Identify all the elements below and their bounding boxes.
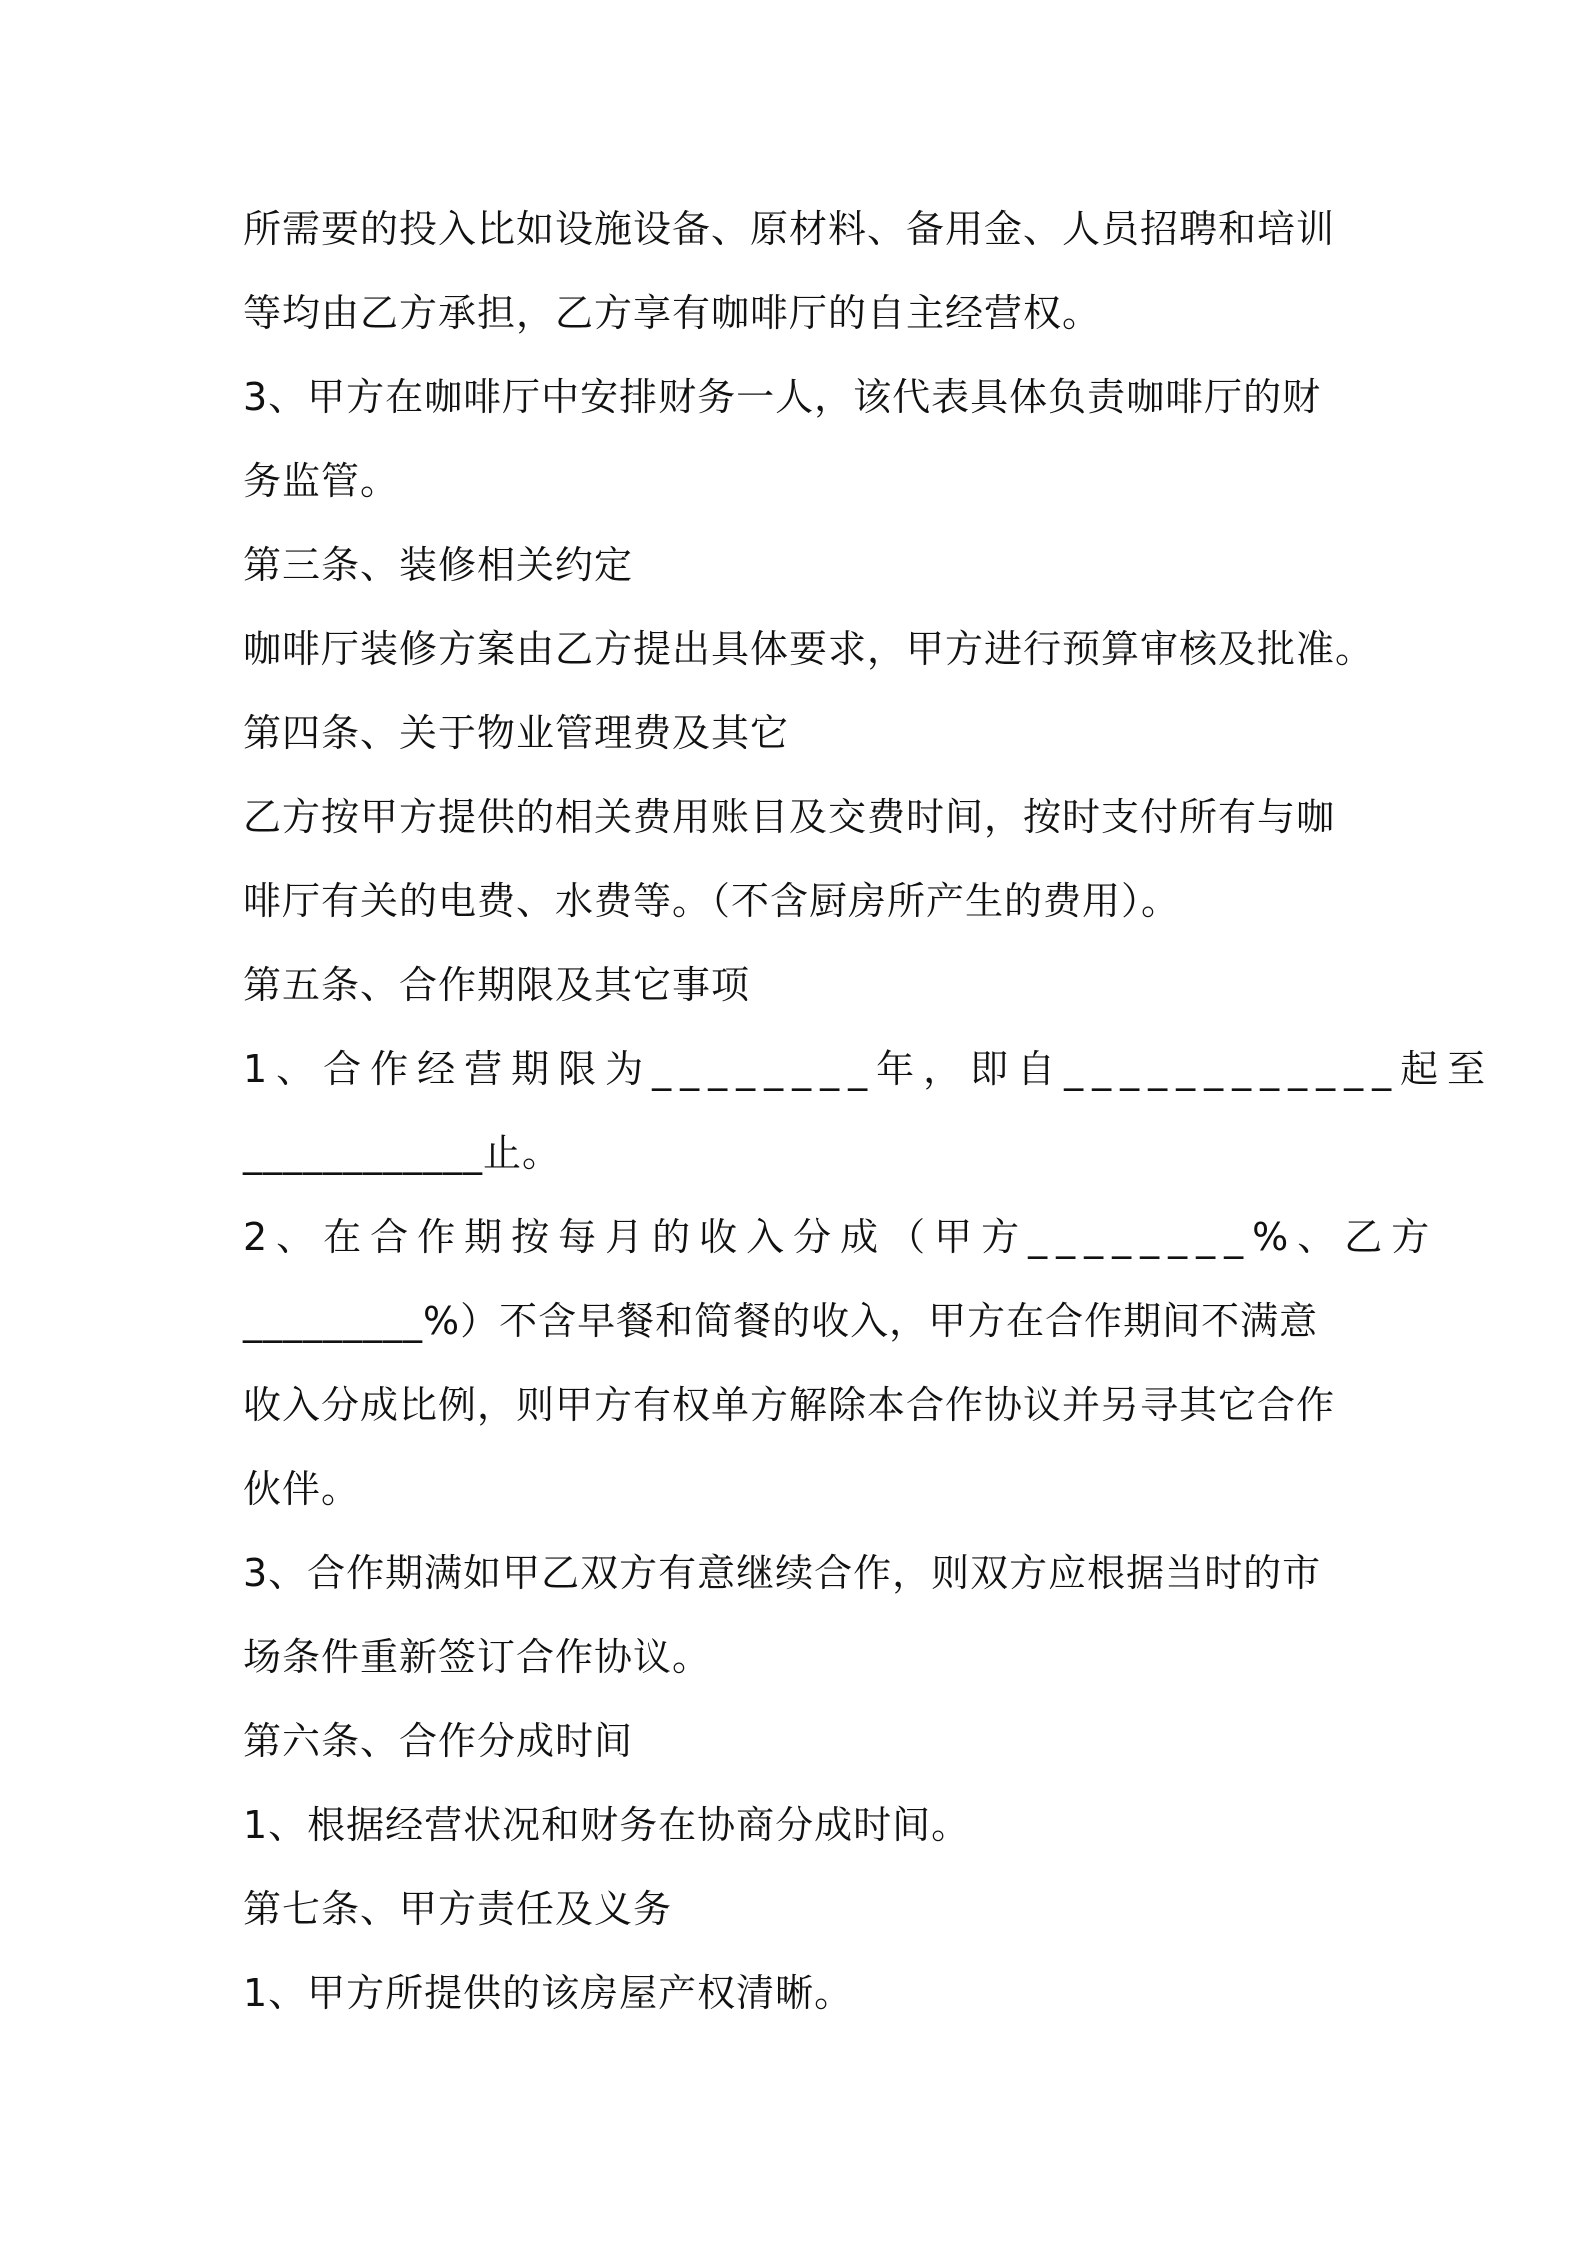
text-line: 3、合作期满如甲乙双方有意继续合作，则双方应根据当时的市 [243, 1551, 1322, 1595]
text-line: 所需要的投入比如设施设备、原材料、备用金、人员招聘和培训 [243, 207, 1336, 251]
text-line: 3、甲方在咖啡厅中安排财务一人，该代表具体负责咖啡厅的财 [243, 375, 1322, 419]
text-line: 啡厅有关的电费、水费等。（不含厨房所产生的费用）。 [243, 879, 1181, 923]
text-line: 伙伴。 [243, 1467, 361, 1511]
text-line: 咖啡厅装修方案由乙方提出具体要求，甲方进行预算审核及批准。 [243, 627, 1375, 671]
text-line: 等均由乙方承担，乙方享有咖啡厅的自主经营权。 [243, 291, 1102, 335]
text-line: 2、在合作期按每月的收入分成（甲方________%、乙方 [243, 1215, 1439, 1259]
text-line: 乙方按甲方提供的相关费用账目及交费时间，按时支付所有与咖 [243, 795, 1336, 839]
text-line: _________%）不含早餐和简餐的收入，甲方在合作期间不满意 [243, 1299, 1319, 1343]
section-heading: 第七条、甲方责任及义务 [243, 1887, 673, 1931]
text-line: 场条件重新签订合作协议。 [243, 1635, 712, 1679]
section-heading: 第六条、合作分成时间 [243, 1719, 634, 1763]
section-heading: 第三条、装修相关约定 [243, 543, 634, 587]
text-line: 1、根据经营状况和财务在协商分成时间。 [243, 1803, 971, 1847]
text-line: 1、甲方所提供的该房屋产权清晰。 [243, 1971, 854, 2015]
text-line: ____________止。 [243, 1131, 562, 1175]
text-line: 1、合作经营期限为________年，即自____________起至 [243, 1047, 1495, 1091]
section-heading: 第五条、合作期限及其它事项 [243, 963, 751, 1007]
text-line: 收入分成比例，则甲方有权单方解除本合作协议并另寻其它合作 [243, 1383, 1336, 1427]
text-line: 务监管。 [243, 459, 400, 503]
section-heading: 第四条、关于物业管理费及其它 [243, 711, 790, 755]
